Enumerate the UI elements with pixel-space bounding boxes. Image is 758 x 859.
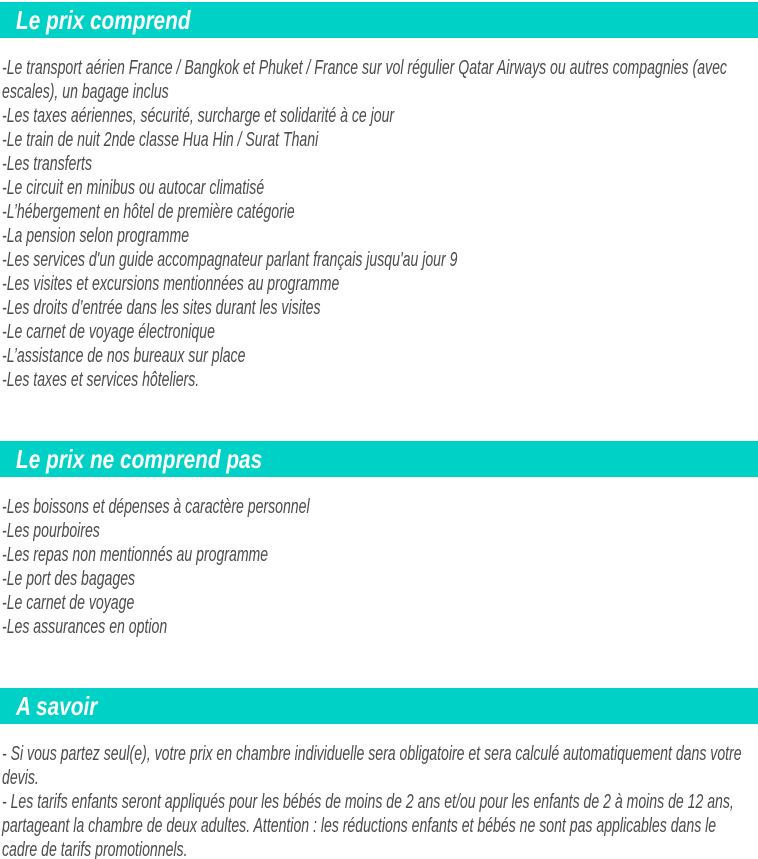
list-item: -Les transferts [2, 153, 92, 175]
list-item: - Si vous partez seul(e), votre prix en chambre individuelle sera obligatoire et sera calculé automatiquement dans votre devis. [2, 743, 742, 789]
list-item: -L’assistance de nos bureaux sur place [2, 345, 246, 367]
list-item: -Le circuit en minibus ou autocar climatisé [2, 177, 265, 199]
list-item: -La pension selon programme [2, 225, 190, 247]
section-body-good-to-know [2, 742, 748, 859]
list-item: -Le carnet de voyage électronique [2, 321, 215, 343]
section-header-good-to-know [0, 688, 758, 724]
list-item: -Les droits d’entrée dans les sites durant les visites [2, 297, 321, 319]
list-item: -Les repas non mentionnés au programme [2, 544, 269, 566]
section-title-price-included: Le prix comprend [16, 5, 191, 35]
list-item: -Les assurances en option [2, 616, 168, 638]
list-item: -Le carnet de voyage [2, 592, 135, 614]
section-header-price-included [0, 2, 758, 38]
section-header-price-not-included [0, 441, 758, 477]
list-item: -Le transport aérien France / Bangkok et Phuket / France sur vol régulier Qatar Airways ou autres compagnies (avec escales), un bagage inclus [2, 57, 727, 103]
section-price-not-included [0, 441, 758, 639]
section-good-to-know [0, 688, 758, 859]
list-item: -Les services d'un guide accompagnateur parlant français jusqu'au jour 9 [2, 249, 458, 271]
list-item: -Le port des bagages [2, 568, 136, 590]
list-item: - Les tarifs enfants seront appliqués pour les bébés de moins de 2 ans et/ou pour les enfants de 2 à moins de 12 ans, partageant la chambre de deux adultes. Attention : les réductions enfants et bébés ne sont pas applicables dans le cadre de tarifs promotionnels. [2, 791, 734, 859]
list-item: -Les boissons et dépenses à caractère personnel [2, 496, 310, 518]
list-item: -Les taxes aériennes, sécurité, surcharge et solidarité à ce jour [2, 105, 395, 127]
section-body-price-included [2, 56, 748, 392]
section-title-good-to-know: A savoir [16, 691, 98, 721]
list-item: -L’hébergement en hôtel de première catégorie [2, 201, 295, 223]
section-price-included [0, 2, 758, 392]
list-item: -Les taxes et services hôteliers. [2, 369, 200, 391]
list-item: -Le train de nuit 2nde classe Hua Hin / Surat Thani [2, 129, 319, 151]
section-body-price-not-included [2, 495, 748, 639]
list-item: -Les visites et excursions mentionnées au programme [2, 273, 340, 295]
section-title-price-not-included: Le prix ne comprend pas [16, 444, 263, 474]
list-item: -Les pourboires [2, 520, 100, 542]
